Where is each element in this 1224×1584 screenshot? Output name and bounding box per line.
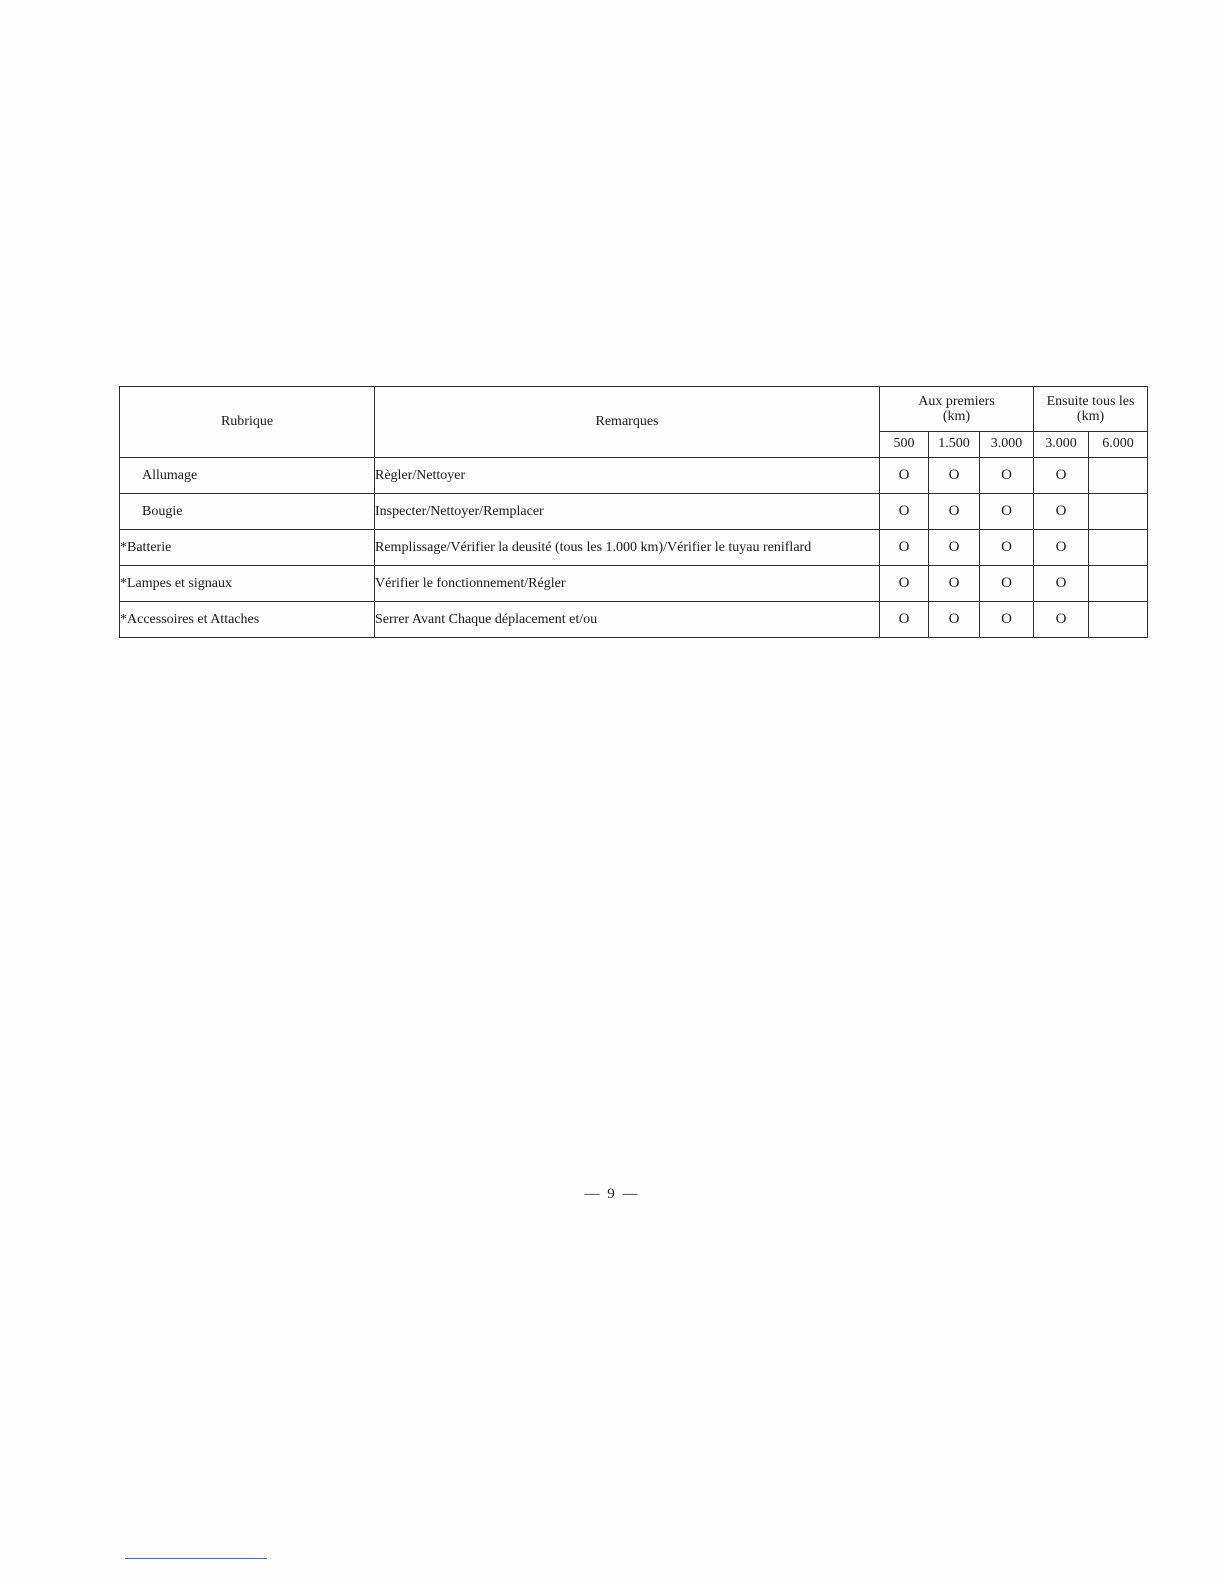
row-mark (1089, 458, 1148, 494)
row-mark: O (1034, 494, 1089, 530)
row-mark (1089, 566, 1148, 602)
header-aux-premiers-unit: (km) (942, 408, 971, 424)
binding-hole-mark (1204, 438, 1214, 450)
header-ensuite (1034, 387, 1148, 432)
table-row (120, 566, 1148, 602)
header-km-3000-then: 3.000 (1034, 431, 1089, 457)
row-rubrique: *Batterie (120, 530, 375, 566)
row-remarques: Remplissage/Vérifier la deusité (tous les 1.000 km)/Vérifier le tuyau reniflard (375, 530, 880, 566)
row-mark: O (929, 566, 980, 602)
row-mark: O (880, 602, 929, 638)
footnote-divider (125, 1558, 267, 1559)
row-remarques: Règler/Nettoyer (375, 458, 880, 494)
row-mark: O (929, 494, 980, 530)
header-ensuite-unit: (km) (1076, 408, 1105, 424)
maintenance-table (119, 386, 1148, 638)
row-mark: O (880, 566, 929, 602)
header-km-3000: 3.000 (980, 431, 1034, 457)
row-rubrique: Bougie (120, 494, 375, 530)
row-mark: O (980, 566, 1034, 602)
table-row (120, 494, 1148, 530)
header-km-1500: 1.500 (929, 431, 980, 457)
binding-hole-mark (1204, 1198, 1214, 1210)
row-mark: O (880, 494, 929, 530)
row-mark: O (880, 458, 929, 494)
header-ensuite-label: Ensuite tous les (1046, 393, 1135, 409)
binding-hole-mark (1204, 546, 1214, 558)
row-mark (1089, 602, 1148, 638)
row-rubrique: Allumage (120, 458, 375, 494)
binding-hole-mark (1204, 656, 1214, 668)
table-row (120, 530, 1148, 566)
row-mark: O (929, 530, 980, 566)
binding-hole-mark (1204, 766, 1214, 778)
table-row (120, 602, 1148, 638)
row-mark: O (880, 530, 929, 566)
header-aux-premiers-label: Aux premiers (918, 393, 995, 409)
row-mark (1089, 494, 1148, 530)
row-mark: O (929, 602, 980, 638)
row-remarques: Serrer Avant Chaque déplacement et/ou (375, 602, 880, 638)
row-remarques: Inspecter/Nettoyer/Remplacer (375, 494, 880, 530)
row-mark: O (929, 458, 980, 494)
row-mark: O (980, 458, 1034, 494)
row-mark: O (1034, 458, 1089, 494)
row-remarques: Vérifier le fonctionnement/Régler (375, 566, 880, 602)
header-remarques: Remarques (375, 387, 880, 458)
row-mark: O (1034, 602, 1089, 638)
row-mark: O (980, 494, 1034, 530)
row-mark: O (980, 602, 1034, 638)
binding-hole-mark (1204, 1090, 1214, 1102)
header-km-6000-then: 6.000 (1089, 431, 1148, 457)
row-mark: O (1034, 566, 1089, 602)
row-rubrique: *Accessoires et Attaches (120, 602, 375, 638)
row-mark: O (980, 530, 1034, 566)
table-row (120, 458, 1148, 494)
page-number: — 9 — (584, 1186, 640, 1202)
header-rubrique: Rubrique (120, 387, 375, 458)
row-rubrique: *Lampes et signaux (120, 566, 375, 602)
header-aux-premiers (880, 387, 1034, 432)
header-km-500: 500 (880, 431, 929, 457)
row-mark: O (1034, 530, 1089, 566)
row-mark (1089, 530, 1148, 566)
binding-hole-mark (1204, 982, 1214, 994)
